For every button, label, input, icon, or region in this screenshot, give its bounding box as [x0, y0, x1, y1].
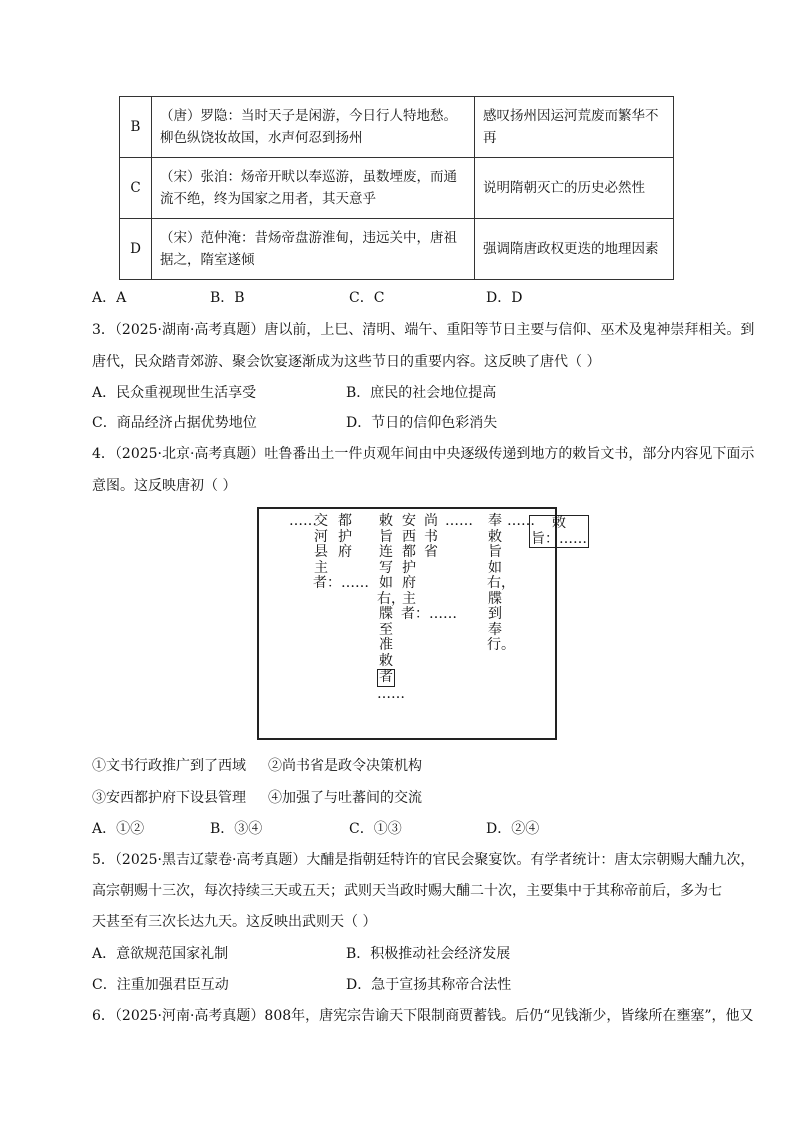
q3-stem-line2: 唐代，民众踏青郊游、聚会饮宴逐渐成为这些节日的重要内容。这反映了唐代（ ） — [92, 354, 601, 370]
q5-option-a[interactable]: A．意欲规范国家礼制 — [92, 946, 229, 962]
figure-column: …… — [445, 513, 473, 529]
figure-column: …… — [289, 513, 317, 529]
q5-stem-line1: 5．（2025·黑吉辽蒙卷·高考真题）大酺是指朝廷特许的官民会聚宴饮。有学者统计：唐太宗朝赐大酺九次， — [92, 852, 755, 868]
q4-stem-line1: 4．（2025·北京·高考真题）吐鲁番出土一件贞观年间由中央逐级传递到地方的敕旨文书，部分内容见下面示 — [92, 446, 755, 462]
row-view: 强调隋唐政权更迭的地理因素 — [475, 219, 674, 280]
figure-column-boxed: 敕旨：…… — [531, 515, 587, 547]
q2-option-d[interactable]: D．D — [486, 290, 523, 306]
q4-statement-2: ②尚书省是政令决策机构 — [268, 758, 422, 774]
q4-option-a[interactable]: A．①② — [92, 821, 145, 837]
figure-column: 尚书省 — [424, 513, 438, 560]
q2-option-c[interactable]: C．C — [349, 290, 385, 306]
q5-option-c[interactable]: C．注重加强君臣互动 — [92, 977, 229, 993]
q4-option-d[interactable]: D．②④ — [486, 821, 540, 837]
q3-option-b[interactable]: B．庶民的社会地位提高 — [346, 385, 497, 401]
edict-figure — [257, 507, 587, 740]
q5-option-b[interactable]: B．积极推动社会经济发展 — [346, 946, 511, 962]
q5-stem-line2: 高宗朝赐十三次，每次持续三天或五天；武则天当政时赐大酺二十次，主要集中于其称帝前后，多为七 — [92, 883, 722, 899]
row-label: D — [120, 219, 152, 280]
q2-option-b[interactable]: B．B — [210, 290, 245, 306]
figure-column-text: 敕旨连写如右，牒至准敕 — [377, 513, 405, 669]
row-label: C — [120, 158, 152, 219]
options-table — [119, 96, 674, 280]
q2-option-a[interactable]: A．A — [92, 290, 127, 306]
figure-column: 安西都护府主者：…… — [401, 513, 457, 622]
q3-stem-line1: 3．（2025·湖南·高考真题）唐以前，上巳、清明、端午、重阳等节日主要与信仰、巫术及鬼神崇拜相关。到 — [92, 322, 755, 338]
q4-option-c[interactable]: C．①③ — [349, 821, 402, 837]
figure-column: 交河县主者：…… — [313, 513, 369, 591]
row-quote: （宋）张洎：炀帝开畎以奉巡游，虽数堙废，而通流不绝，终为国家之用者，其天意乎 — [152, 158, 475, 219]
q4-statement-1: ①文书行政推广到了西域 — [92, 758, 246, 774]
figure-column — [377, 513, 405, 702]
figure-column-dots: …… — [377, 685, 405, 702]
q5-option-d[interactable]: D．急于宣扬其称帝合法性 — [346, 977, 512, 993]
row-quote: （宋）范仲淹：昔炀帝盘游淮甸，违远关中，唐祖据之，隋室遂倾 — [152, 219, 475, 280]
figure-column: …… — [507, 513, 535, 529]
figure-column: 奉敕旨如右，牒到奉行。 — [487, 513, 515, 653]
q5-stem-line3: 天甚至有三次长达九天。这反映出武则天（ ） — [92, 914, 377, 930]
q4-statement-4: ④加强了与吐蕃间的交流 — [268, 790, 422, 806]
q4-option-b[interactable]: B．③④ — [210, 821, 263, 837]
figure-boxed-char: 者 — [379, 669, 393, 685]
q3-option-c[interactable]: C．商品经济占据优势地位 — [92, 415, 257, 431]
figure-column: 都护府 — [338, 513, 352, 560]
q3-option-a[interactable]: A．民众重视现世生活享受 — [92, 385, 257, 401]
row-view: 感叹扬州因运河荒废而繁华不再 — [475, 97, 674, 158]
row-quote: （唐）罗隐：当时天子是闲游，今日行人特地愁。柳色纵饶妆故国，水声何忍到扬州 — [152, 97, 475, 158]
q4-stem-line2: 意图。这反映唐初（ ） — [92, 478, 237, 494]
row-view: 说明隋朝灭亡的历史必然性 — [475, 158, 674, 219]
q3-option-d[interactable]: D．节日的信仰色彩消失 — [346, 415, 498, 431]
q6-stem-line1: 6．（2025·河南·高考真题）808年，唐宪宗告谕天下限制商贾蓄钱。后仍“见钱渐少，皆缘所在壅塞”，他又 — [92, 1008, 754, 1024]
row-label: B — [120, 97, 152, 158]
q4-statement-3: ③安西都护府下设县管理 — [92, 790, 246, 806]
